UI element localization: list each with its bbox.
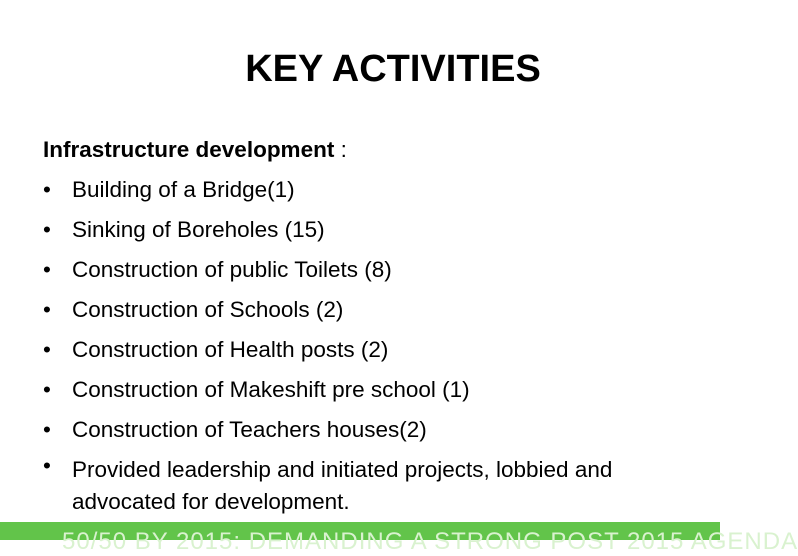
- bullet-icon: •: [43, 337, 51, 362]
- list-item: [43, 250, 683, 290]
- footer-text: 50/50 BY 2015: DEMANDING A STRONG POST 2015 AGENDA: [62, 528, 798, 555]
- list-item: [43, 290, 683, 330]
- bullet-icon: •: [43, 177, 51, 202]
- list-item: [43, 210, 683, 250]
- slide-content: [43, 130, 683, 518]
- section-heading-label: Infrastructure development: [43, 137, 335, 162]
- bullet-icon: •: [43, 417, 51, 442]
- list-item-text: Construction of Teachers houses(2): [72, 417, 427, 442]
- section-heading: [43, 130, 683, 170]
- list-item: [43, 370, 683, 410]
- bullet-icon: •: [43, 217, 51, 242]
- bullet-icon: •: [43, 257, 51, 282]
- activity-list: [43, 170, 683, 518]
- list-item-text: Building of a Bridge(1): [72, 177, 295, 202]
- list-item-text: Construction of Makeshift pre school (1): [72, 377, 470, 402]
- bullet-icon: •: [43, 297, 51, 322]
- bullet-icon: •: [43, 377, 51, 402]
- list-item-text: Provided leadership and initiated projects, lobbied and advocated for development.: [72, 457, 613, 514]
- list-item: [43, 170, 683, 210]
- list-item-text: Construction of public Toilets (8): [72, 257, 392, 282]
- footer-banner: [0, 522, 798, 555]
- list-item: [43, 330, 683, 370]
- slide-title: KEY ACTIVITIES: [245, 48, 541, 90]
- list-item: [43, 450, 683, 518]
- list-item-text: Construction of Health posts (2): [72, 337, 389, 362]
- list-item-text: Construction of Schools (2): [72, 297, 344, 322]
- section-heading-colon: :: [334, 137, 347, 162]
- bullet-icon: •: [43, 453, 51, 478]
- list-item-text: Sinking of Boreholes (15): [72, 217, 325, 242]
- list-item: [43, 410, 683, 450]
